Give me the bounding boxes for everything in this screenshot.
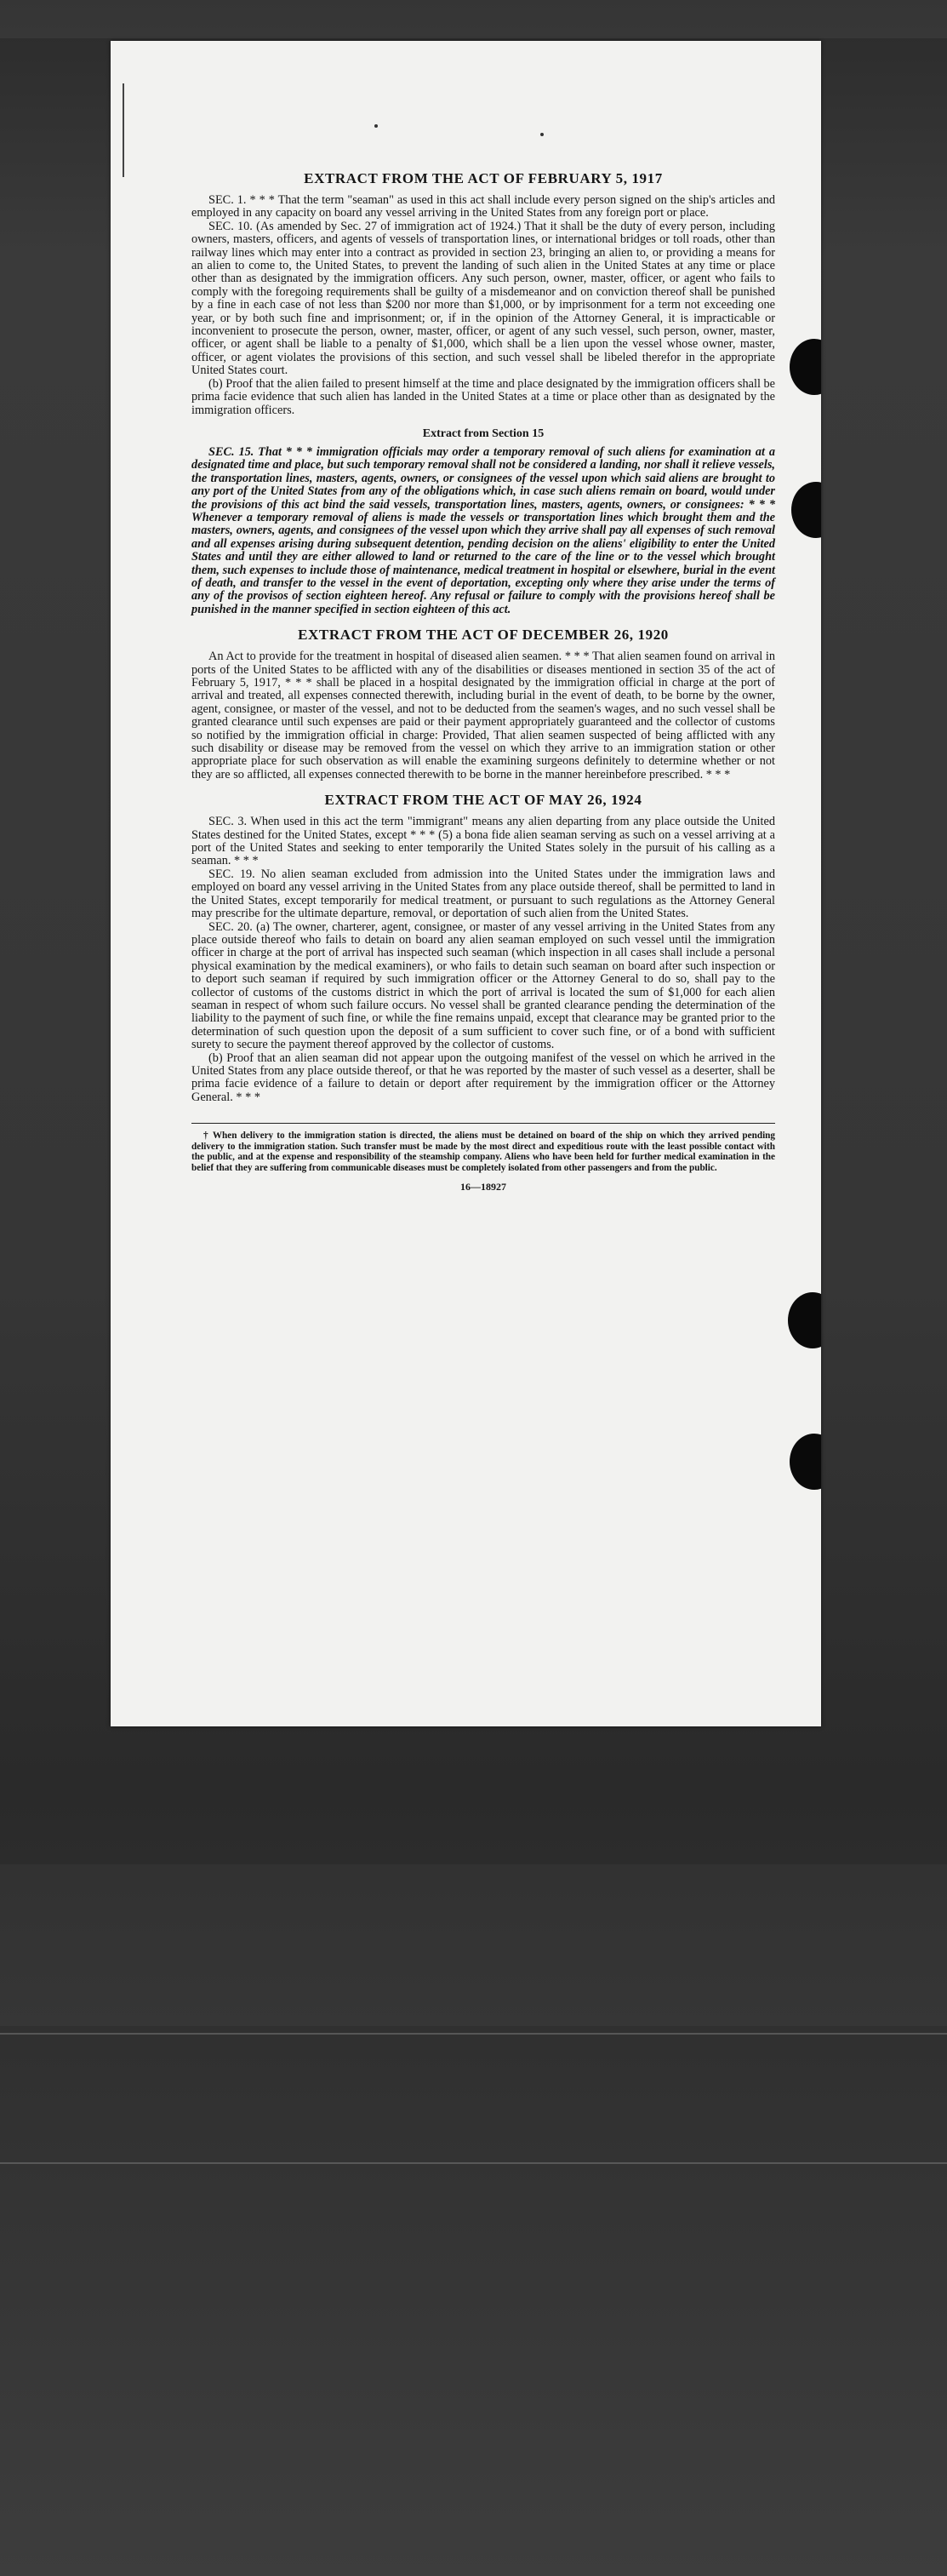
speck <box>540 133 544 136</box>
scan-band <box>0 1864 947 2026</box>
section-title-1917: EXTRACT FROM THE ACT OF FEBRUARY 5, 1917 <box>304 170 663 186</box>
document-body <box>191 170 775 1194</box>
paragraph-sec-20b: (b) Proof that an alien seaman did not appear upon the outgoing manifest of the vessel on which he arrived in the United States from any place outside thereof, or that he was reported by the master of such vessel as a deserter, shall be prima facie evidence of a failure to detain or deport after requirement by the immigration officer or the Attorney General. * * * <box>191 1050 775 1104</box>
margin-mark <box>123 83 124 177</box>
footnote: † When delivery to the immigration station is directed, the aliens must be detained on board of the ship on which they arrived pending delivery to the immigration station. Such transfer must be made by the most direct and expeditious route with the least possible contact with the public, and at the expense and responsibility of the steamship company. Aliens who have been held for further medical examination in the belief that they are suffering from communicable diseases must be completely isolated from other passengers and from the public. <box>191 1131 775 1173</box>
paragraph-sec-10b: (b) Proof that the alien failed to present himself at the time and place designated by the immigration officers shall be prima facie evidence that such alien has landed in the United States at a time or place other than as designated by the immigration officers. <box>191 376 775 417</box>
paragraph-sec-10: SEC. 10. (As amended by Sec. 27 of immigration act of 1924.) That it shall be the duty of every person, including owners, masters, officers, and agents of vessels of transportation lines, or international bridges or toll roads, other than railway lines which may enter into a contract as provided in section 23, bringing an alien to, or providing a means for an alien to come to, the United States, to prevent the landing of such alien in the United States at any time or place other than as designated by the immigration officers. Any such person, owner, master, officer, or agent who fails to comply with the foregoing requirements shall be guilty of a misdemeanor and on conviction thereof shall be punished by a fine in each case of not less than $200 nor more than $1,000, or by imprisonment for a term not exceeding one year, or by both such fine and imprisonment; or, if in the opinion of the Attorney General, it is impracticable or inconvenient to prosecute the person, owner, master, officer, or agent of any such vessel, such person, owner, master, officer, or agent shall be liable to a penalty of $1,000, which shall be a lien upon the vessel whose owner, master, officer, or agent violates the provisions of this section, and such vessel shall be libeled therefor in the appropriate United States court. <box>191 219 775 378</box>
scan-band <box>0 0 947 38</box>
punch-hole <box>790 339 821 395</box>
paragraph-sec-1: SEC. 1. * * * That the term "seaman" as used in this act shall include every person signed on the ship's articles and employed in any capacity on board any vessel arriving in the United States from any foreign port or place. <box>191 193 775 220</box>
section-title-1924: EXTRACT FROM THE ACT OF MAY 26, 1924 <box>324 792 642 809</box>
speck <box>374 124 378 128</box>
section-title-1920: EXTRACT FROM THE ACT OF DECEMBER 26, 1920 <box>298 627 669 644</box>
form-number: 16—18927 <box>460 1180 506 1193</box>
scan-line <box>0 2162 947 2164</box>
punch-hole <box>790 1434 821 1490</box>
section-title-15: Extract from Section 15 <box>422 426 545 440</box>
footnote-divider <box>191 1123 775 1124</box>
document-page <box>111 41 821 1726</box>
paragraph-sec-20a: SEC. 20. (a) The owner, charterer, agent, consignee, or master of any vessel arriving in the United States from any place outside thereof who fails to detain on board any alien seaman employed on such vessel until the immigration officer in charge at the port of arrival has inspected such seaman (which inspection in all cases shall include a personal physical examination by the medical examiners), or who fails to detain such seaman on board after such inspection or to deport such seaman if required by such immigration officer or the Attorney General to do so, shall pay to the collector of customs of the customs district in which the port of arrival is located the sum of $1,000 for each alien seaman in respect of whom such failure occurs. No vessel shall be granted clearance pending the determination of the liability to the payment of such fine, or while the fine remains unpaid, except that clearance may be granted prior to the determination of such question upon the deposit of a sum sufficient to cover such fine, or of a bond with sufficient surety to secure the payment thereof approved by the collector of customs. <box>191 919 775 1052</box>
paragraph-sec-15: SEC. 15. That * * * immigration officials may order a temporary removal of such aliens for examination at a designated time and place, but such temporary removal shall not be considered a landing, nor shall it relieve vessels, the transportation lines, masters, agents, owners, or consignees of the vessel upon which said aliens are brought to any port of the United States from any of the obligations which, in case such aliens remain on board, would under the provisions of this act bind the said vessels, transportation lines, masters, agents, owners, or consignees: * * * Whenever a temporary removal of aliens is made the vessels or transportation lines which brought them and the masters, owners, agents, and consignees of the vessel upon which they arrive shall pay all expenses of such removal and all expenses arising during subsequent detention, pending decision on the aliens' eligibility to enter the United States and until they are either allowed to land or returned to the care of the line or to the vessel which brought them, such expenses to include those of maintenance, medical treatment in hospital or elsewhere, burial in the event of death, and transfer to the vessel in the event of deportation, excepting only where they arise under the terms of any of the provisos of section eighteen hereof. Any refusal or failure to comply with the provisions hereof shall be punished in the manner specified in section eighteen of this act. <box>191 444 775 616</box>
scan-line <box>0 2033 947 2035</box>
punch-hole <box>788 1292 821 1348</box>
paragraph-act-1920: An Act to provide for the treatment in hospital of diseased alien seamen. * * * That alien seamen found on arrival in ports of the United States to be afflicted with any of the disabilities or diseases mentioned in section 35 of the act of February 5, 1917, * * * shall be placed in a hospital designated by the immigration official in charge at the port of arrival and treated, all expenses connected therewith, including burial in the event of death, to be borne by the owner, agent, consignee, or master of the vessel, and not to be deducted from the seamen's wages, and no such vessel shall be granted clearance until such expenses are paid or their payment appropriately guaranteed and the collector of customs so notified by the immigration official in charge: Provided, That alien seamen suspected of being afflicted with any such disability or disease may be removed from the vessel on which they arrive to an immigration station or other appropriate place for such observation as will enable the examining surgeons definitely to determine whether or not they are so afflicted, all expenses connected therewith to be borne in the manner hereinbefore prescribed. * * * <box>191 650 775 781</box>
punch-hole <box>791 482 821 538</box>
paragraph-sec-3: SEC. 3. When used in this act the term "immigrant" means any alien departing from any place outside the United States destined for the United States, except * * * (5) a bona fide alien seaman serving as such on a vessel arriving at a port of the United States and seeking to enter temporarily the United States solely in the pursuit of his calling as a seaman. * * * <box>191 815 775 868</box>
paragraph-sec-19: SEC. 19. No alien seaman excluded from admission into the United States under the immigration laws and employed on board any vessel arriving in the United States from any place outside thereof, shall be permitted to land in the United States, except temporarily for medical treatment, or pursuant to such regulations as the Attorney General may prescribe for the ultimate departure, removal, or deportation of such alien from the United States. <box>191 867 775 921</box>
